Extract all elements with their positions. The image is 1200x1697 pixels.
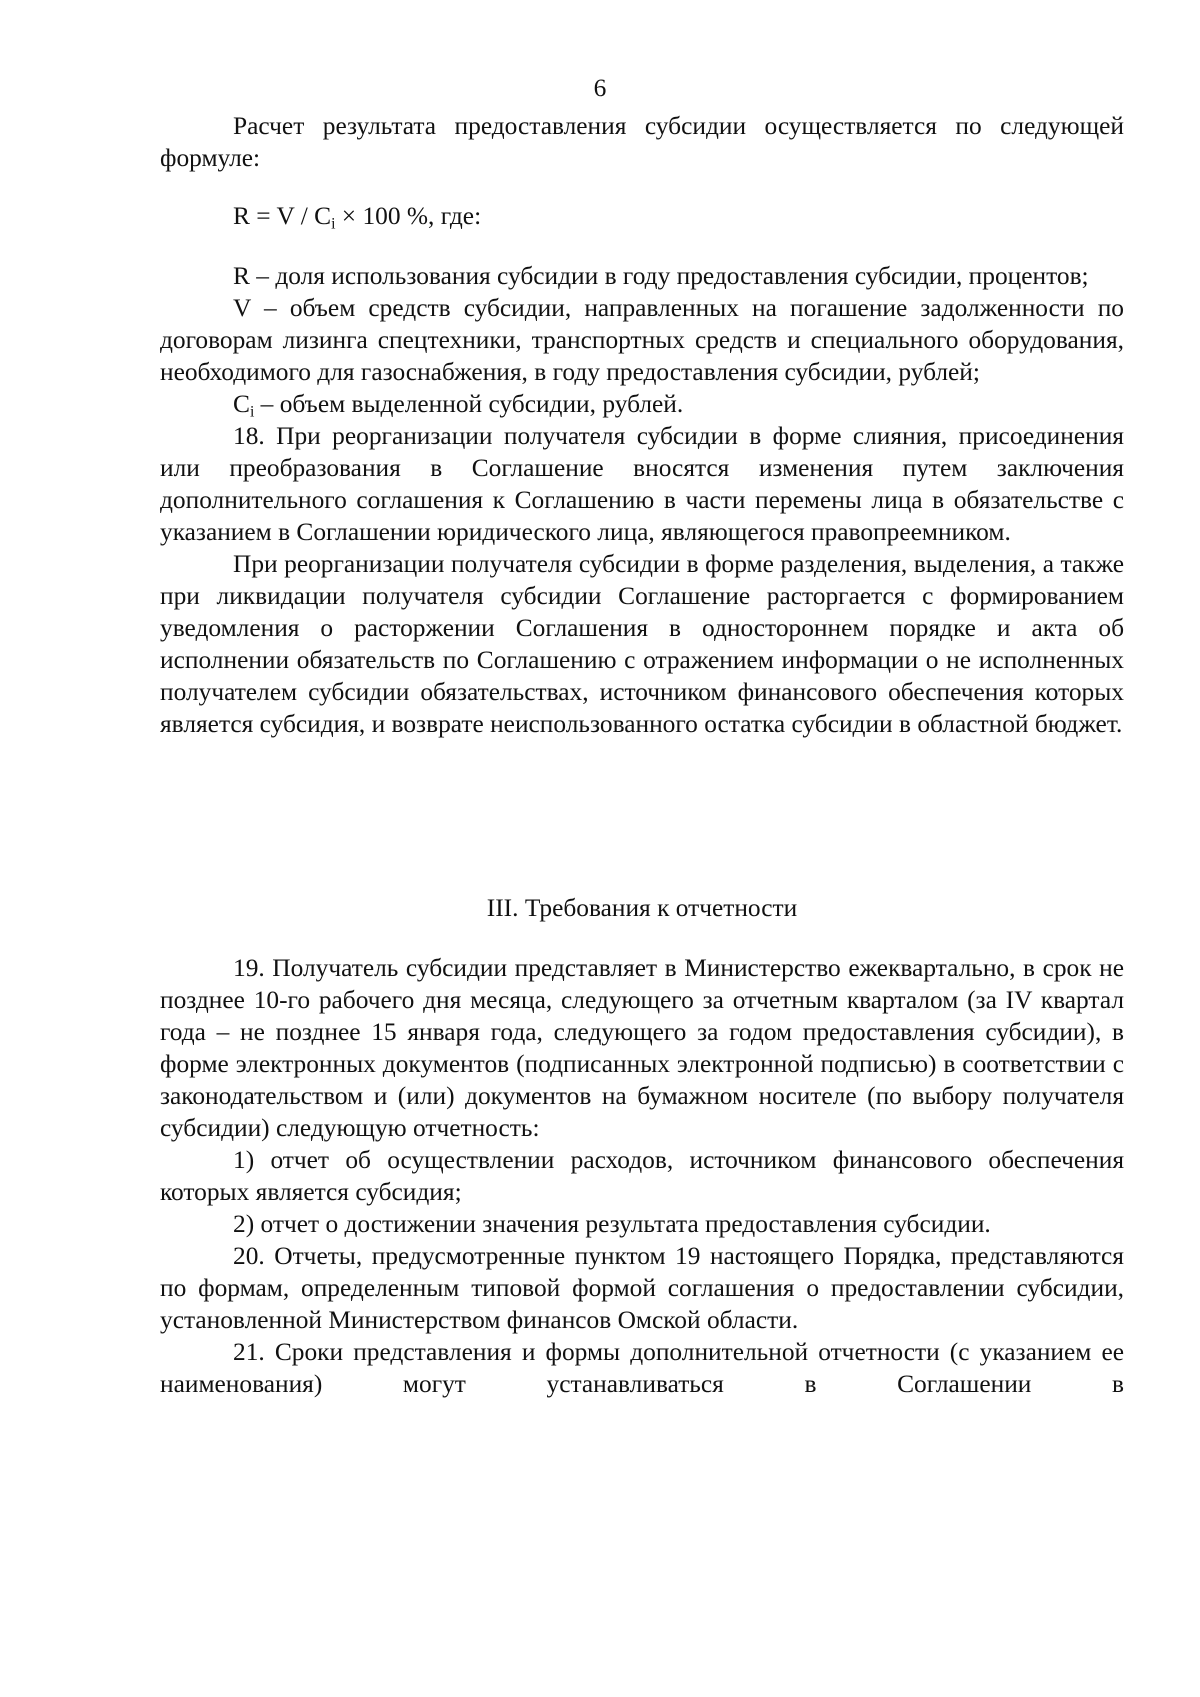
definition-c-symbol: C [233, 390, 250, 418]
definition-v: V – объем средств субсидии, направленных на погашение задолженности по договорам лизинга спецтехники, транспортных средств и специального оборудования, необходимого для газоснабжения, в году предоставления субсидии, рублей; [160, 294, 1124, 386]
formula-subscript: i [331, 215, 336, 233]
paragraph-18-reorganization: При реорганизации получателя субсидии в форме разделения, выделения, а также при ликвидации получателя субсидии Соглашение расторгается с формированием уведомления о расторжении Соглашения в одностороннем порядке и акта об исполнении обязательств по Соглашению с отражением информации о не исполненных получателем субсидии обязательствах, источником финансового обеспечения которых является субсидия, и возврате неиспользованного остатка субсидии в областной бюджет. [160, 550, 1124, 738]
definition-r: R – доля использования субсидии в году предоставления субсидии, процентов; [233, 262, 1089, 290]
section-heading-block [160, 892, 1124, 924]
formula-post: × 100 %, где: [335, 202, 482, 230]
paragraph-20: 20. Отчеты, предусмотренные пунктом 19 настоящего Порядка, представляются по формам, определенным типовой формой соглашения о предоставлении субсидии, установленной Министерством финансов Омской области. [160, 1242, 1124, 1334]
text-block-top [160, 110, 1124, 174]
definition-c [160, 388, 1124, 420]
paragraph-19-item-1: 1) отчет об осуществлении расходов, источником финансового обеспечения которых является субсидия; [160, 1146, 1124, 1206]
definition-c-text: – объем выделенной субсидии, рублей. [254, 390, 684, 418]
paragraph-21: 21. Сроки представления и формы дополнительной отчетности (с указанием ее наименования) могут устанавливаться в Соглашении в [160, 1338, 1124, 1398]
text-block-bottom [160, 952, 1124, 1400]
definition-c-subscript: i [249, 403, 255, 421]
paragraph-19: 19. Получатель субсидии представляет в Министерство ежеквартально, в срок не позднее 10-го рабочего дня месяца, следующего за отчетным кварталом (за IV квартал года – не позднее 15 января года, следующего за годом предоставления субсидии), в форме электронных документов (подписанных электронной подписью) в соответствии с законодательством и (или) документов на бумажном носителе (по выбору получателя субсидии) следующую отчетность: [160, 954, 1124, 1142]
formula-pre: R = V / C [233, 202, 332, 230]
paragraph-19-item-2: 2) отчет о достижении значения результата предоставления субсидии. [233, 1210, 991, 1238]
paragraph-18: 18. При реорганизации получателя субсидии в форме слияния, присоединения или преобразования в Соглашение вносятся изменения путем заключения дополнительного соглашения к Соглашению в части перемены лица в обязательстве с указанием в Соглашении юридического лица, являющегося правопреемником. [160, 422, 1124, 546]
formula-block [160, 200, 1124, 232]
section-heading: III. Требования к отчетности [486, 894, 798, 922]
page-number: 6 [593, 74, 607, 102]
formula-line [160, 200, 1124, 232]
text-block-main [160, 260, 1124, 740]
intro-paragraph: Расчет результата предоставления субсидии осуществляется по следующей формуле: [160, 112, 1124, 172]
